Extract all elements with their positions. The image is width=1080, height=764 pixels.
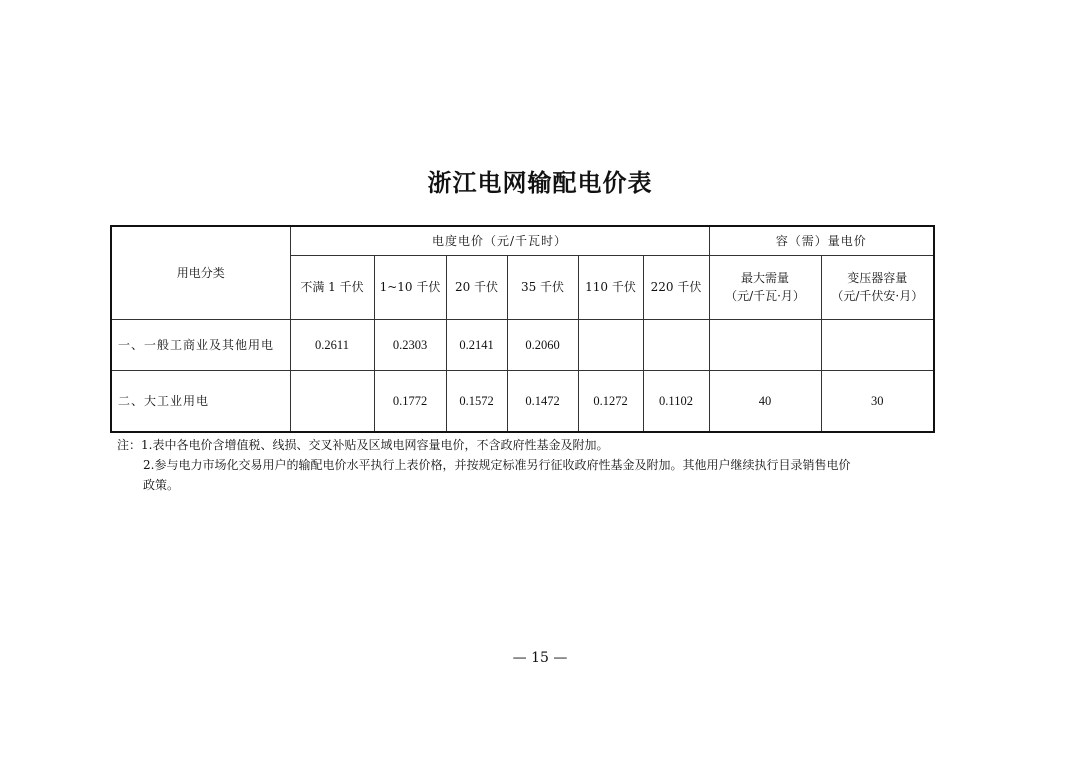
price-cell: 0.2303 bbox=[374, 319, 446, 370]
note-1 bbox=[117, 435, 937, 455]
note-2: 2.参与电力市场化交易用户的输配电价水平执行上表价格，并按规定标准另行征收政府性基金及附加。其他用户继续执行目录销售电价 bbox=[143, 458, 851, 472]
price-cell: 0.2611 bbox=[290, 319, 374, 370]
transformer-capacity-label: 变压器容量 bbox=[847, 271, 908, 285]
note-2-continued: 政策。 bbox=[143, 478, 180, 492]
price-cell: 0.1472 bbox=[507, 370, 578, 432]
page-title: 浙江电网输配电价表 bbox=[427, 168, 653, 197]
note-prefix: 注： bbox=[117, 438, 142, 452]
price-cell: 0.1772 bbox=[374, 370, 446, 432]
price-cell: 0.1572 bbox=[446, 370, 507, 432]
max-demand-cell bbox=[709, 319, 821, 370]
row-category: 一、一般工商业及其他用电 bbox=[111, 319, 290, 370]
page-number: — 15 — bbox=[512, 650, 568, 666]
price-cell: 0.1272 bbox=[578, 370, 643, 432]
table-notes bbox=[117, 435, 937, 495]
price-cell: 0.2141 bbox=[446, 319, 507, 370]
transformer-capacity-header bbox=[821, 255, 934, 319]
voltage-level-header: 110 千伏 bbox=[578, 255, 643, 319]
max-demand-header bbox=[709, 255, 821, 319]
price-cell bbox=[643, 319, 709, 370]
energy-price-header: 电度电价（元/千瓦时） bbox=[290, 226, 709, 255]
capacity-price-header: 容（需）量电价 bbox=[709, 226, 934, 255]
row-category: 二、大工业用电 bbox=[111, 370, 290, 432]
table-row bbox=[111, 370, 934, 432]
price-cell: 0.2060 bbox=[507, 319, 578, 370]
price-cell bbox=[578, 319, 643, 370]
voltage-level-header: 1~10 千伏 bbox=[374, 255, 446, 319]
voltage-level-header: 不满 1 千伏 bbox=[290, 255, 374, 319]
price-cell bbox=[290, 370, 374, 432]
max-demand-cell: 40 bbox=[709, 370, 821, 432]
transformer-capacity-cell: 30 bbox=[821, 370, 934, 432]
transformer-capacity-unit: （元/千伏安·月） bbox=[831, 289, 924, 303]
voltage-level-header: 20 千伏 bbox=[446, 255, 507, 319]
transformer-capacity-cell bbox=[821, 319, 934, 370]
max-demand-label: 最大需量 bbox=[741, 271, 790, 285]
price-cell: 0.1102 bbox=[643, 370, 709, 432]
note-1-text: 1.表中各电价含增值税、线损、交叉补贴及区域电网容量电价，不含政府性基金及附加。 bbox=[141, 438, 609, 452]
voltage-level-header: 35 千伏 bbox=[507, 255, 578, 319]
tariff-table bbox=[110, 225, 935, 433]
category-header: 用电分类 bbox=[111, 226, 290, 319]
max-demand-unit: （元/千瓦·月） bbox=[725, 289, 805, 303]
voltage-level-header: 220 千伏 bbox=[643, 255, 709, 319]
table-row bbox=[111, 319, 934, 370]
